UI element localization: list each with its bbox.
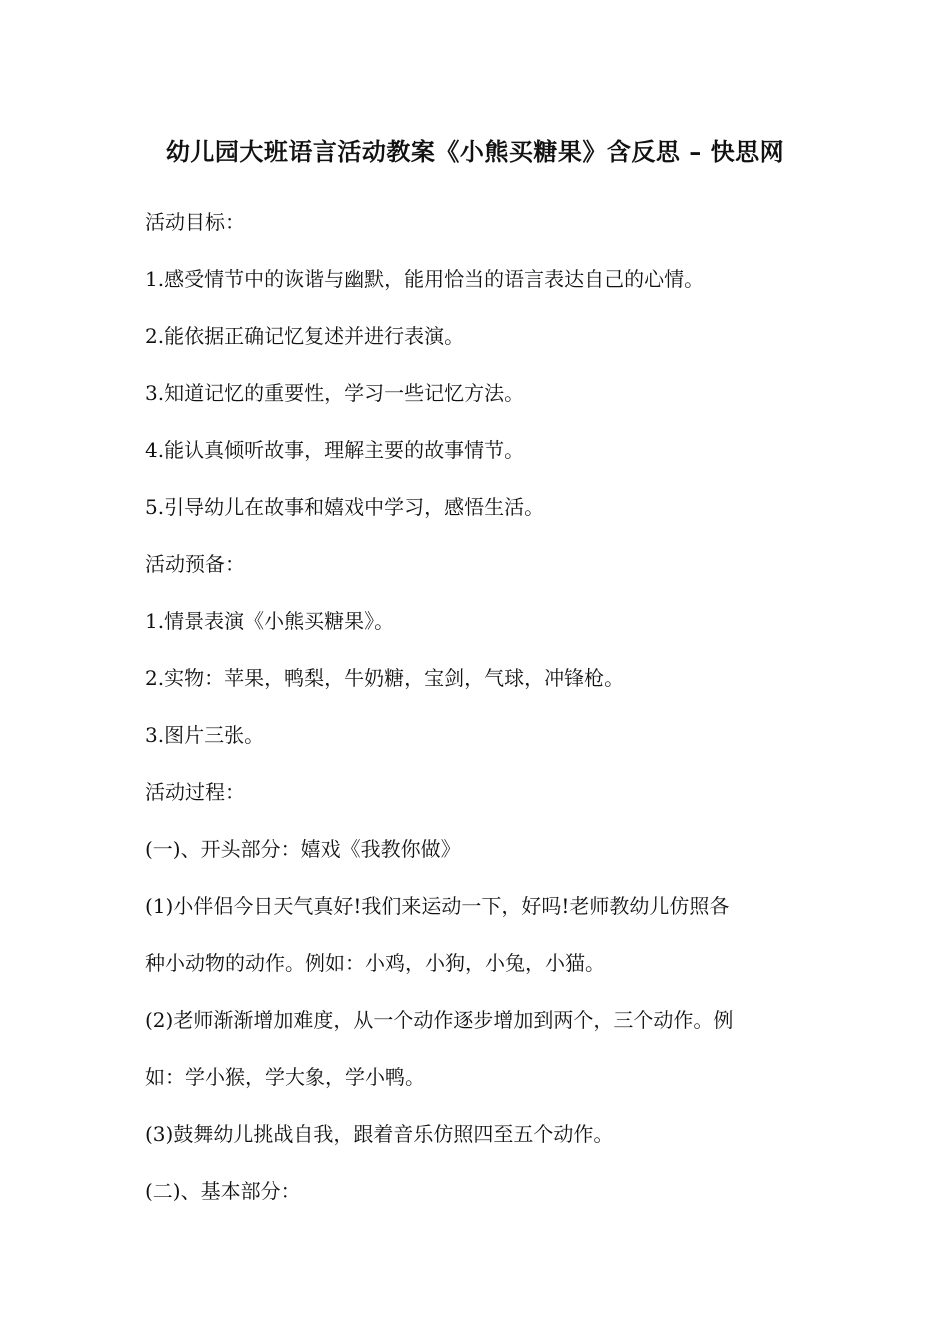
section-heading-preparation: 活动预备：: [145, 552, 245, 576]
objective-item-1: 1.感受情节中的诙谐与幽默，能用恰当的语言表达自己的心情。: [145, 267, 705, 291]
process-paragraph-line: (1)小伴侣今日天气真好!我们来运动一下，好吗!老师教幼儿仿照各: [145, 894, 730, 918]
process-paragraph-line: 如：学小猴，学大象，学小鸭。: [145, 1065, 425, 1089]
process-paragraph-line: (2)老师渐渐增加难度，从一个动作逐步增加到两个，三个动作。例: [145, 1008, 734, 1032]
objective-item-3: 3.知道记忆的重要性，学习一些记忆方法。: [145, 381, 525, 405]
objective-item-5: 5.引导幼儿在故事和嬉戏中学习，感悟生活。: [145, 495, 545, 519]
objective-item-4: 4.能认真倾听故事，理解主要的故事情节。: [145, 438, 525, 462]
document-title: 幼儿园大班语言活动教案《小熊买糖果》含反思 – 快思网: [165, 137, 785, 166]
preparation-item-1: 1.情景表演《小熊买糖果》。: [145, 609, 395, 633]
process-subheading-opening: (一)、开头部分：嬉戏《我教你做》: [145, 837, 461, 861]
process-subheading-basic: (二)、基本部分：: [145, 1179, 301, 1203]
objective-item-2: 2.能依据正确记忆复述并进行表演。: [145, 324, 465, 348]
process-paragraph-line: (3)鼓舞幼儿挑战自我，跟着音乐仿照四至五个动作。: [145, 1122, 614, 1146]
preparation-item-3: 3.图片三张。: [145, 723, 265, 747]
section-heading-objectives: 活动目标：: [145, 210, 245, 234]
process-paragraph-line: 种小动物的动作。例如：小鸡，小狗，小兔，小猫。: [145, 951, 605, 975]
preparation-item-2: 2.实物：苹果，鸭梨，牛奶糖，宝剑，气球，冲锋枪。: [145, 666, 625, 690]
section-heading-process: 活动过程：: [145, 780, 245, 804]
